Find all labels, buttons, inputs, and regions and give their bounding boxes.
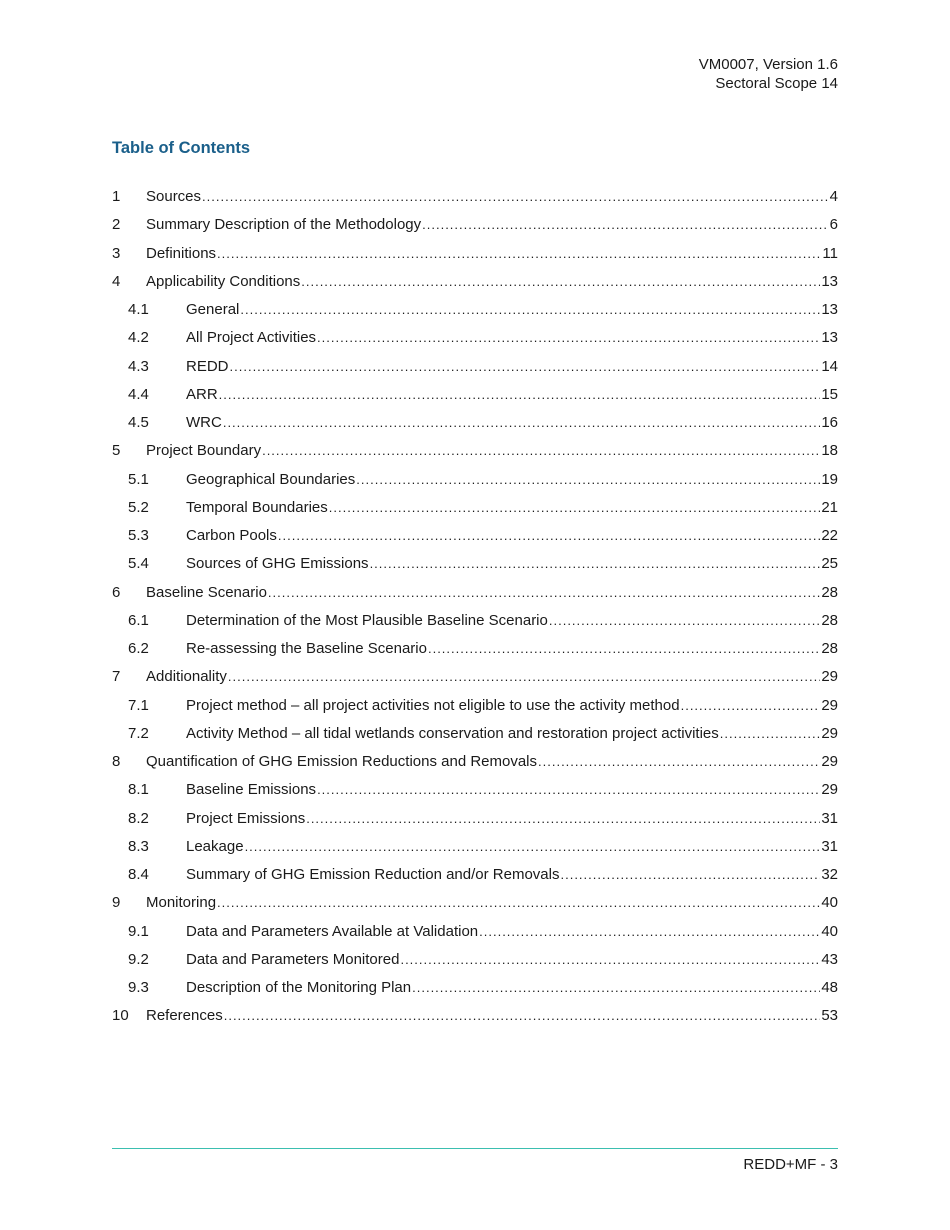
toc-dot-leader <box>262 437 820 465</box>
toc-entry-number: 8.1 <box>128 781 149 799</box>
page-header <box>699 55 838 93</box>
toc-entry[interactable] <box>112 381 838 409</box>
toc-entry-number: 4 <box>112 272 121 290</box>
toc-entry[interactable] <box>112 720 838 748</box>
toc-entry-number: 4.4 <box>128 385 149 403</box>
toc-dot-leader <box>479 918 820 946</box>
toc-entry-number: 1 <box>112 188 121 205</box>
toc-entry-label[interactable]: Additionality <box>146 668 227 686</box>
toc-entry-page[interactable]: 4 <box>829 188 838 205</box>
toc-dot-leader <box>278 522 820 550</box>
toc-entry[interactable] <box>112 833 838 861</box>
toc-entry[interactable] <box>112 889 838 917</box>
toc-entry-label[interactable]: Baseline Emissions <box>186 781 317 799</box>
toc-entry-number: 7 <box>112 668 121 686</box>
toc-entry-label[interactable]: Summary Description of the Methodology <box>146 216 422 234</box>
toc-entry-number: 2 <box>112 216 121 234</box>
toc-entry-page[interactable]: 28 <box>821 611 838 629</box>
toc-dot-leader <box>560 861 820 889</box>
toc-entry-page[interactable]: 13 <box>821 301 838 318</box>
toc-dot-leader <box>240 296 820 324</box>
toc-entry-number: 8 <box>112 753 121 770</box>
toc-entry-label[interactable]: REDD <box>186 357 229 375</box>
toc-entry-label[interactable]: Project Boundary <box>146 442 262 460</box>
toc-entry[interactable] <box>112 1002 838 1030</box>
toc-dot-leader <box>224 1002 821 1030</box>
toc-entry[interactable] <box>112 240 838 268</box>
toc-entry-page[interactable]: 29 <box>821 781 838 799</box>
toc-entry-number: 9 <box>112 894 121 912</box>
toc-entry[interactable] <box>112 353 838 381</box>
toc-entry-number: 5.2 <box>128 498 149 516</box>
toc-entry-number: 8.2 <box>128 809 149 827</box>
toc-dot-leader <box>428 635 820 663</box>
toc-entry-page[interactable]: 29 <box>821 753 838 770</box>
toc-entry-number: 9.1 <box>128 922 149 940</box>
toc-entry[interactable] <box>112 211 838 239</box>
toc-dot-leader <box>306 805 820 833</box>
toc-dot-leader <box>400 946 820 974</box>
footer-rule <box>112 1148 838 1149</box>
toc-entry-label[interactable]: Activity Method – all tidal wetlands conservation and restoration project activities <box>186 724 719 742</box>
toc-entry-page[interactable]: 40 <box>821 894 838 912</box>
toc-dot-leader <box>317 324 820 352</box>
toc-entry-number: 4.1 <box>128 301 149 318</box>
toc-entry-label[interactable]: Geographical Boundaries <box>186 470 356 488</box>
toc-dot-leader <box>217 889 820 917</box>
toc-entry[interactable] <box>112 635 838 663</box>
toc-dot-leader <box>217 240 821 268</box>
toc-entry-page[interactable]: 48 <box>821 979 838 996</box>
toc-entry-label[interactable]: Sources <box>146 188 202 205</box>
toc-entry-label[interactable]: Sources of GHG Emissions <box>186 555 369 573</box>
toc-entry-label[interactable]: Description of the Monitoring Plan <box>186 979 412 996</box>
toc-dot-leader <box>301 268 820 296</box>
toc-entry-label[interactable]: Baseline Scenario <box>146 583 267 601</box>
toc-dot-leader <box>412 974 820 1002</box>
toc-dot-leader <box>268 579 820 607</box>
toc-entry-number: 9.3 <box>128 979 149 996</box>
toc-entry-page[interactable]: 6 <box>829 216 838 234</box>
toc-entry-label[interactable]: Data and Parameters Monitored <box>186 950 400 968</box>
toc-dot-leader <box>219 381 821 409</box>
toc-entry-label[interactable]: ARR <box>186 385 218 403</box>
header-sectoral-scope: Sectoral Scope 14 <box>715 75 838 92</box>
toc-entry[interactable] <box>112 805 838 833</box>
toc-entry[interactable] <box>112 466 838 494</box>
toc-dot-leader <box>329 494 821 522</box>
toc-entry-page[interactable]: 15 <box>821 385 838 403</box>
toc-entry-label[interactable]: Leakage <box>186 837 244 855</box>
toc-entry-label[interactable]: Determination of the Most Plausible Baseline Scenario <box>186 611 548 629</box>
footer-page-label: REDD+MF - 3 <box>743 1156 838 1173</box>
toc-dot-leader <box>317 776 820 804</box>
toc-entry-page[interactable]: 28 <box>821 583 838 601</box>
toc-entry-page[interactable]: 31 <box>821 809 838 827</box>
toc-entry-page[interactable]: 14 <box>821 357 838 375</box>
toc-entry-page[interactable]: 13 <box>821 272 838 290</box>
toc-entry-page[interactable]: 21 <box>821 498 838 516</box>
toc-entry-number: 8.3 <box>128 837 149 855</box>
table-of-contents <box>112 183 838 1031</box>
toc-entry-page[interactable]: 16 <box>821 414 838 431</box>
toc-dot-leader <box>370 550 821 578</box>
toc-entry[interactable] <box>112 974 838 1002</box>
toc-entry-number: 5.3 <box>128 527 149 544</box>
toc-dot-leader <box>228 663 820 691</box>
toc-entry-label[interactable]: Summary of GHG Emission Reduction and/or Removals <box>186 866 560 883</box>
toc-entry-page[interactable]: 19 <box>821 470 838 488</box>
toc-entry[interactable] <box>112 437 838 465</box>
toc-entry-number: 6.1 <box>128 611 149 629</box>
toc-entry-number: 7.2 <box>128 724 149 742</box>
toc-dot-leader <box>422 211 829 239</box>
toc-entry-label[interactable]: Temporal Boundaries <box>186 498 328 516</box>
toc-entry-page[interactable]: 53 <box>821 1007 838 1025</box>
toc-entry[interactable] <box>112 522 838 550</box>
toc-entry-label[interactable]: Quantification of GHG Emission Reductions and Removals <box>146 753 538 770</box>
toc-title: Table of Contents <box>112 139 251 157</box>
toc-dot-leader <box>549 607 820 635</box>
toc-entry-page[interactable]: 29 <box>821 668 838 686</box>
toc-entry-number: 7.1 <box>128 696 149 714</box>
toc-entry-label[interactable]: All Project Activities <box>186 329 317 347</box>
toc-entry[interactable] <box>112 946 838 974</box>
toc-entry-number: 4.5 <box>128 414 149 431</box>
toc-entry-number: 8.4 <box>128 866 149 883</box>
toc-entry-number: 5.1 <box>128 470 149 488</box>
toc-entry-page[interactable]: 31 <box>821 837 838 855</box>
toc-entry[interactable] <box>112 409 838 437</box>
toc-entry[interactable] <box>112 776 838 804</box>
toc-entry-page[interactable]: 32 <box>821 866 838 883</box>
toc-entry-number: 9.2 <box>128 950 149 968</box>
toc-entry-page[interactable]: 11 <box>822 244 838 262</box>
toc-dot-leader <box>538 748 820 776</box>
toc-entry[interactable] <box>112 550 838 578</box>
toc-entry[interactable] <box>112 579 838 607</box>
toc-entry-page[interactable]: 13 <box>821 329 838 347</box>
toc-entry-page[interactable]: 29 <box>821 724 838 742</box>
toc-entry-number: 10 <box>112 1007 129 1025</box>
toc-entry-number: 6.2 <box>128 640 149 657</box>
toc-entry[interactable] <box>112 607 838 635</box>
toc-entry[interactable] <box>112 748 838 776</box>
toc-entry[interactable] <box>112 296 838 324</box>
toc-dot-leader <box>202 183 829 211</box>
header-methodology-version: VM0007, Version 1.6 <box>698 56 838 73</box>
toc-entry[interactable] <box>112 324 838 352</box>
toc-dot-leader <box>720 720 821 748</box>
toc-entry[interactable] <box>112 861 838 889</box>
toc-entry[interactable] <box>112 268 838 296</box>
toc-entry-page[interactable]: 22 <box>821 527 838 544</box>
toc-entry-number: 5 <box>112 442 121 460</box>
toc-dot-leader <box>356 466 820 494</box>
toc-entry-label[interactable]: Applicability Conditions <box>146 272 301 290</box>
toc-dot-leader <box>681 692 821 720</box>
toc-entry-page[interactable]: 28 <box>821 640 838 657</box>
toc-entry[interactable] <box>112 663 838 691</box>
toc-entry-number: 3 <box>112 244 121 262</box>
toc-entry-label[interactable]: Definitions <box>146 244 217 262</box>
toc-entry[interactable] <box>112 692 838 720</box>
toc-entry-page[interactable]: 40 <box>821 922 838 940</box>
toc-entry-page[interactable]: 18 <box>821 442 838 460</box>
toc-entry[interactable] <box>112 918 838 946</box>
toc-entry-label[interactable]: Project Emissions <box>186 809 306 827</box>
toc-entry-label[interactable]: Carbon Pools <box>186 527 277 544</box>
toc-entry-label[interactable]: General <box>186 301 240 318</box>
toc-entry-label[interactable]: Project method – all project activities not eligible to use the activity method <box>186 696 680 714</box>
toc-entry-label[interactable]: Monitoring <box>146 894 217 912</box>
toc-dot-leader <box>223 409 820 437</box>
toc-entry-number: 4.2 <box>128 329 149 347</box>
toc-entry-number: 5.4 <box>128 555 149 573</box>
toc-entry-label[interactable]: Re-assessing the Baseline Scenario <box>186 640 427 657</box>
toc-entry[interactable] <box>112 183 838 211</box>
toc-entry-page[interactable]: 43 <box>821 950 838 968</box>
toc-entry-number: 4.3 <box>128 357 149 375</box>
toc-entry-page[interactable]: 25 <box>821 555 838 573</box>
toc-dot-leader <box>245 833 821 861</box>
toc-entry[interactable] <box>112 494 838 522</box>
toc-entry-label[interactable]: Data and Parameters Available at Validation <box>186 922 479 940</box>
toc-entry-number: 6 <box>112 583 121 601</box>
toc-entry-label[interactable]: References <box>146 1007 223 1025</box>
toc-entry-label[interactable]: WRC <box>186 414 222 431</box>
toc-dot-leader <box>230 353 821 381</box>
toc-entry-page[interactable]: 29 <box>821 696 838 714</box>
